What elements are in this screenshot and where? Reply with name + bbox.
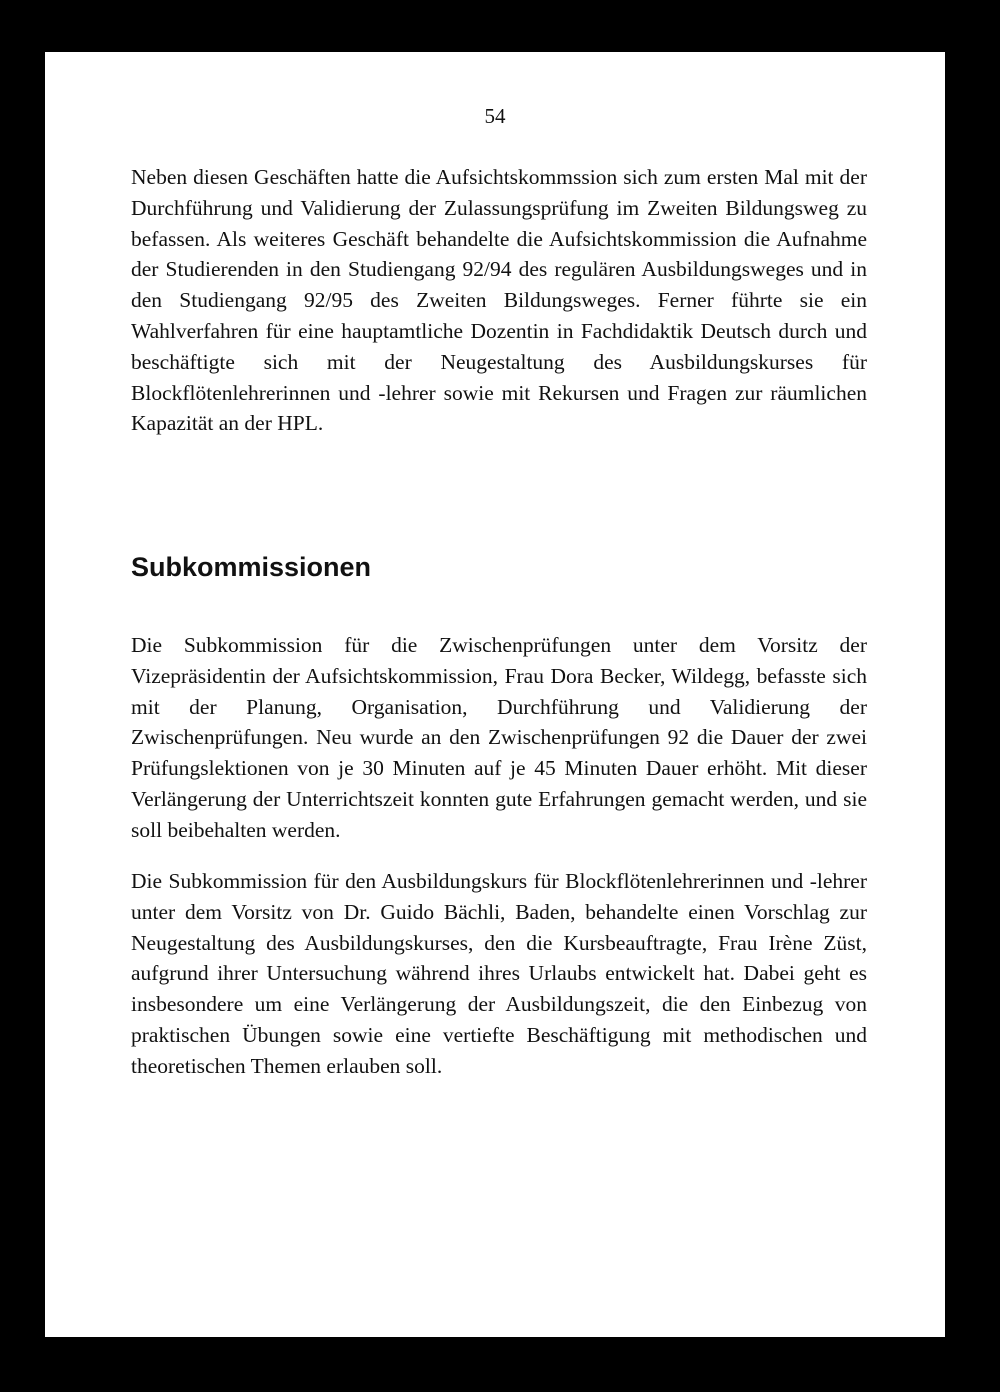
paragraph-zwischenpruefungen: Die Subkommission für die Zwischenprüfungen unter dem Vorsitz der Vizepräsidentin der Aufsichtskommission, Frau Dora Becker, Wildegg, befasste sich mit der Planung, Organisation, Durchführung und Validierung der Zwischenprüfungen. Neu wurde an den Zwischenprüfungen 92 die Dauer der zwei Prüfungslektionen von je 30 Minuten auf je 45 Minuten Dauer erhöht. Mit dieser Verlängerung der Unterrichtszeit konnten gute Erfahrungen gemacht werden, und sie soll beibehalten werden.	[131, 633, 867, 842]
document-page	[45, 52, 945, 1337]
paragraph-intro: Neben diesen Geschäften hatte die Aufsichtskommssion sich zum ersten Mal mit der Durchführung und Validierung der Zulassungsprüfung im Zweiten Bildungsweg zu befassen. Als weiteres Geschäft behandelte die Aufsichtskommission die Aufnahme der Studierenden in den Studiengang 92/94 des regulären Ausbildungsweges und in den Studiengang 92/95 des Zweiten Bildungsweges. Ferner führte sie ein Wahlverfahren für eine hauptamtliche Dozentin in Fachdidaktik Deutsch durch und beschäftigte sich mit der Neugestaltung des Ausbildungskurses für Blockflötenlehrerinnen und -lehrer sowie mit Rekursen und Fragen zur räumlichen Kapazität an der HPL.	[131, 165, 867, 436]
page-number: 54	[484, 104, 506, 128]
section-heading: Subkommissionen	[131, 552, 372, 582]
paragraph-blockfloete: Die Subkommission für den Ausbildungskurs für Blockflötenlehrerinnen und -lehrer unter dem Vorsitz von Dr. Guido Bächli, Baden, behandelte einen Vorschlag zur Neugestaltung des Ausbildungskurses, den die Kursbeauftragte, Frau Irène Züst, aufgrund ihrer Untersuchung während ihres Urlaubs entwickelt hat. Dabei geht es insbesondere um eine Verlängerung der Ausbildungszeit, die den Einbezug von praktischen Übungen sowie eine vertiefte Beschäftigung mit methodischen und theoretischen Themen erlauben soll.	[131, 869, 867, 1078]
torn-page-edge	[963, 1192, 993, 1392]
